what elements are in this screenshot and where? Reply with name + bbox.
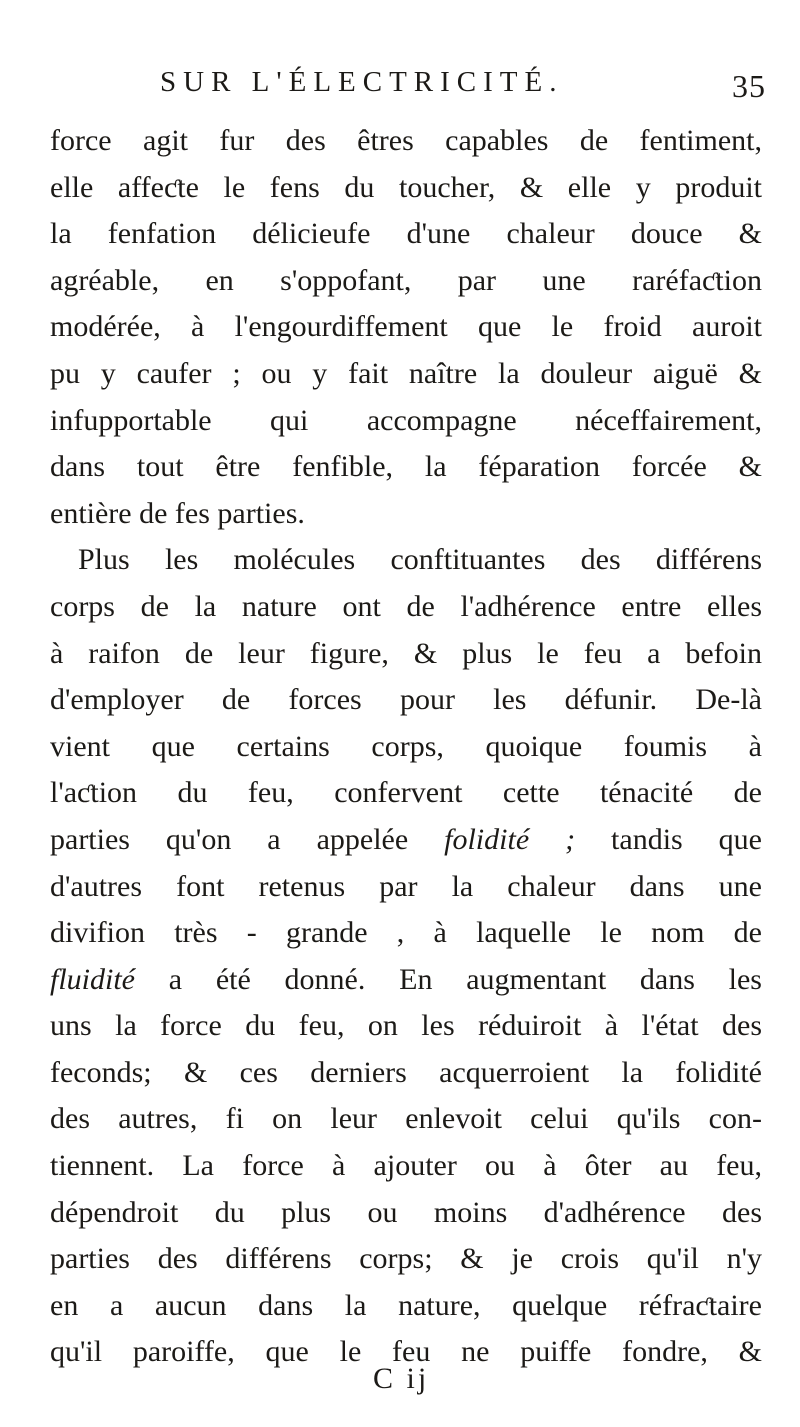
text-line: dépendroit du plus ou moins d'adhérence des bbox=[50, 1195, 762, 1229]
text-line: divifion très - grande , à laquelle le nom de bbox=[50, 916, 762, 950]
running-head bbox=[160, 66, 766, 110]
text-run: tandis que bbox=[575, 822, 762, 856]
text-line: infupportable qui accompagne néceffairement, bbox=[50, 403, 762, 437]
text-line: entière de fes parties. bbox=[50, 496, 305, 530]
text-run: parties qu'on a appelée bbox=[50, 822, 445, 856]
text-line: parties des différens corps; & je crois qu'il n'y bbox=[50, 1242, 762, 1276]
text-line: d'autres font retenus par la chaleur dans une bbox=[50, 869, 762, 903]
text-line: pu y caufer ; ou y fait naître la douleur aiguë & bbox=[50, 356, 762, 390]
text-line: la fenfation délicieufe d'une chaleur douce & bbox=[50, 217, 762, 251]
signature-mark: C ij bbox=[373, 1362, 430, 1395]
text-line: agréable, en s'oppofant, par une raréfaƈtion bbox=[50, 263, 762, 297]
text-line: feconds; & ces derniers acquerroient la folidité bbox=[50, 1055, 762, 1089]
text-line: à raifon de leur figure, & plus le feu a befoin bbox=[50, 636, 762, 670]
text-line: vient que certains corps, quoique foumis à bbox=[50, 729, 762, 763]
text-line: tiennent. La force à ajouter ou à ôter au feu, bbox=[50, 1149, 762, 1183]
text-line: d'employer de forces pour les défunir. De-là bbox=[50, 683, 762, 717]
text-run: a été donné. En augmentant dans les bbox=[135, 962, 762, 996]
text-line: elle affeƈte le fens du toucher, & elle y produit bbox=[50, 170, 762, 204]
running-title: SUR L'ÉLECTRICITÉ. bbox=[160, 66, 564, 98]
text-line: en a aucun dans la nature, quelque réfraƈtaire bbox=[50, 1288, 762, 1322]
text-line: l'aƈtion du feu, confervent cette ténacité de bbox=[50, 776, 762, 810]
text-line: force agit fur des êtres capables de fentiment, bbox=[50, 124, 762, 157]
text-line: uns la force du feu, on les réduiroit à l'état des bbox=[50, 1009, 762, 1043]
paragraph-first-line: Plus les molécules conftituantes des différens bbox=[78, 543, 762, 577]
text-line: des autres, fi on leur enlevoit celui qu'ils con- bbox=[50, 1102, 762, 1136]
text-line: qu'il paroiffe, que le feu ne puiffe fondre, & bbox=[50, 1335, 762, 1369]
italic-term: fluidité bbox=[50, 962, 135, 996]
page-number: 35 bbox=[732, 68, 766, 104]
text-line bbox=[50, 957, 762, 1004]
text-line: corps de la nature ont de l'adhérence entre elles bbox=[50, 589, 762, 623]
italic-term: folidité ; bbox=[444, 822, 576, 856]
text-line bbox=[50, 817, 762, 864]
text-line: modérée, à l'engourdiffement que le froid auroit bbox=[50, 310, 762, 344]
text-line: dans tout être fenfible, la féparation forcée & bbox=[50, 450, 762, 484]
body-text bbox=[50, 118, 762, 1376]
